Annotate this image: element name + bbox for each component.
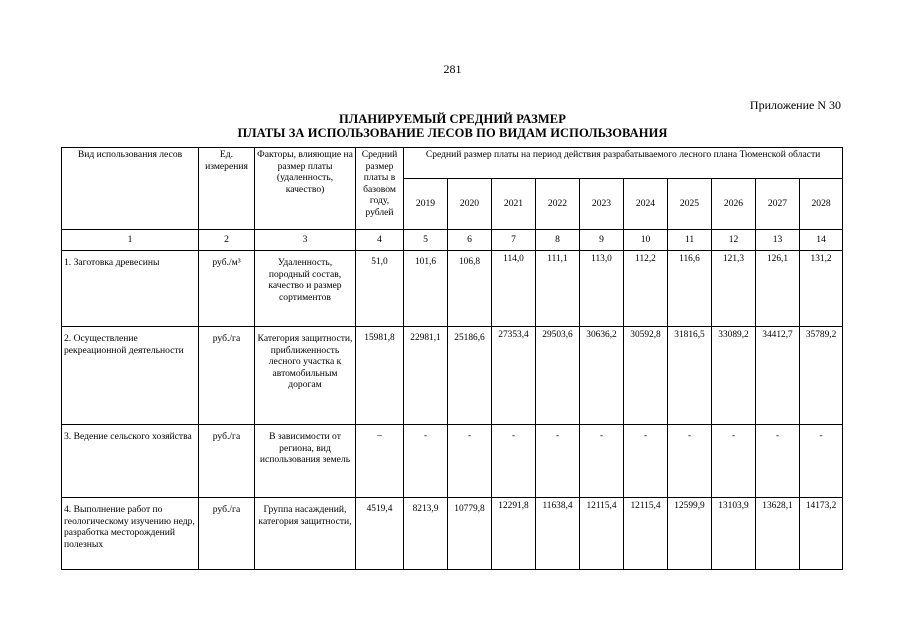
column-number: 8	[536, 230, 580, 251]
row-year-value: 114,0	[492, 251, 536, 327]
row-year-value: 8213,9	[404, 498, 448, 570]
row-use-type: 2. Осуществление рекреационной деятельности	[62, 327, 199, 425]
row-year-value: 112,2	[624, 251, 668, 327]
row-year-value: 35789,2	[800, 327, 843, 425]
row-year-value: -	[580, 425, 624, 498]
row-use-type: 1. Заготовка древесины	[62, 251, 199, 327]
header-year: 2025	[668, 179, 712, 230]
row-year-value: 33089,2	[712, 327, 756, 425]
column-number: 1	[62, 230, 199, 251]
row-year-value: 12291,8	[492, 498, 536, 570]
row-year-value: 12115,4	[580, 498, 624, 570]
row-year-value: 29503,6	[536, 327, 580, 425]
row-base-value: 15981,8	[356, 327, 404, 425]
page-number: 281	[443, 62, 462, 76]
row-year-value: -	[448, 425, 492, 498]
row-use-type: 3. Ведение сельского хозяйства	[62, 425, 199, 498]
row-unit: руб./м³	[199, 251, 255, 327]
header-year: 2019	[404, 179, 448, 230]
row-unit: руб./га	[199, 425, 255, 498]
row-year-value: 106,8	[448, 251, 492, 327]
row-year-value: 31816,5	[668, 327, 712, 425]
row-year-value: 113,0	[580, 251, 624, 327]
column-number: 9	[580, 230, 624, 251]
row-year-value: -	[712, 425, 756, 498]
row-year-value: 10779,8	[448, 498, 492, 570]
row-year-value: 30636,2	[580, 327, 624, 425]
header-year: 2023	[580, 179, 624, 230]
row-year-value: 116,6	[668, 251, 712, 327]
header-year: 2028	[800, 179, 843, 230]
row-year-value: 111,1	[536, 251, 580, 327]
row-base-value: –	[356, 425, 404, 498]
row-year-value: 121,3	[712, 251, 756, 327]
row-year-value: -	[536, 425, 580, 498]
table-row	[62, 327, 843, 425]
row-year-value: 30592,8	[624, 327, 668, 425]
row-year-value: 14173,2	[800, 498, 843, 570]
row-unit: руб./га	[199, 327, 255, 425]
row-base-value: 4519,4	[356, 498, 404, 570]
header-period: Средний размер платы на период действия разрабатываемого лесного плана Тюменской области	[404, 148, 843, 179]
row-factors: Категория защитности, приближенность лесного участка к автомобильным дорогам	[255, 327, 356, 425]
row-unit: руб./га	[199, 498, 255, 570]
row-year-value: 22981,1	[404, 327, 448, 425]
row-year-value: 13628,1	[756, 498, 800, 570]
row-year-value: 34412,7	[756, 327, 800, 425]
header-use-type: Вид использования лесов	[62, 148, 199, 230]
document-title-line-1: ПЛАНИРУЕМЫЙ СРЕДНИЙ РАЗМЕР	[339, 112, 566, 126]
column-number: 10	[624, 230, 668, 251]
row-use-type: 4. Выполнение работ по геологическому изучению недр, разработка месторождений полезных	[62, 498, 199, 570]
row-year-value: 101,6	[404, 251, 448, 327]
header-year: 2020	[448, 179, 492, 230]
row-year-value: 13103,9	[712, 498, 756, 570]
row-factors: Группа насаждений, категория защитности,	[255, 498, 356, 570]
column-number: 6	[448, 230, 492, 251]
column-number-row	[62, 230, 843, 251]
forest-use-fee-table	[61, 147, 843, 570]
row-year-value: 27353,4	[492, 327, 536, 425]
table-header-row	[62, 148, 843, 179]
header-year: 2024	[624, 179, 668, 230]
row-year-value: -	[492, 425, 536, 498]
column-number: 4	[356, 230, 404, 251]
column-number: 3	[255, 230, 356, 251]
column-number: 11	[668, 230, 712, 251]
table-row	[62, 251, 843, 327]
row-year-value: 12115,4	[624, 498, 668, 570]
row-year-value: 11638,4	[536, 498, 580, 570]
row-year-value: -	[800, 425, 843, 498]
header-year: 2022	[536, 179, 580, 230]
header-base-average: Средний размер платы в базовом году, рублей	[356, 148, 404, 230]
row-year-value: 25186,6	[448, 327, 492, 425]
column-number: 12	[712, 230, 756, 251]
column-number: 7	[492, 230, 536, 251]
header-factors: Факторы, влияющие на размер платы (удаленность, качество)	[255, 148, 356, 230]
row-year-value: 12599,9	[668, 498, 712, 570]
row-year-value: -	[756, 425, 800, 498]
column-number: 2	[199, 230, 255, 251]
row-year-value: -	[668, 425, 712, 498]
table-row	[62, 425, 843, 498]
row-base-value: 51,0	[356, 251, 404, 327]
document-title-line-2: ПЛАТЫ ЗА ИСПОЛЬЗОВАНИЕ ЛЕСОВ ПО ВИДАМ ИСПОЛЬЗОВАНИЯ	[237, 126, 668, 140]
row-factors: В зависимости от региона, вид использования земель	[255, 425, 356, 498]
table-row	[62, 498, 843, 570]
column-number: 14	[800, 230, 843, 251]
row-factors: Удаленность, породный состав, качество и размер сортиментов	[255, 251, 356, 327]
row-year-value: 126,1	[756, 251, 800, 327]
row-year-value: 131,2	[800, 251, 843, 327]
row-year-value: -	[624, 425, 668, 498]
header-year: 2027	[756, 179, 800, 230]
header-unit: Ед. измерения	[199, 148, 255, 230]
header-year: 2021	[492, 179, 536, 230]
column-number: 5	[404, 230, 448, 251]
header-year: 2026	[712, 179, 756, 230]
appendix-label: Приложение N 30	[749, 98, 841, 112]
column-number: 13	[756, 230, 800, 251]
row-year-value: -	[404, 425, 448, 498]
